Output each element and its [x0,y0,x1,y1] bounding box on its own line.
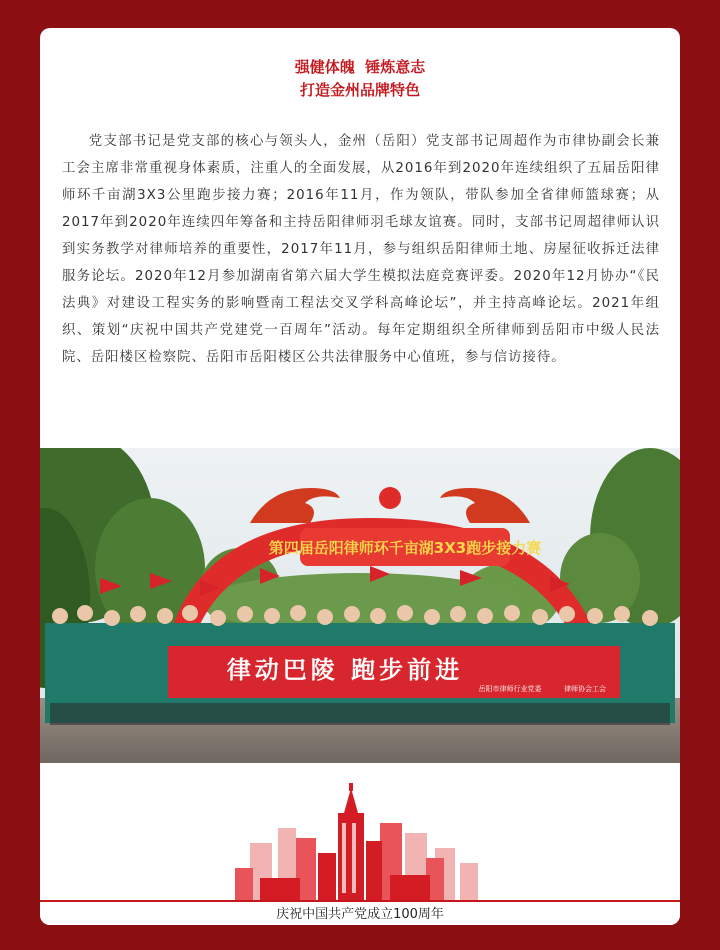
banner-org-2: 律师协会工会 [564,685,606,693]
banner-org-1: 岳阳市律师行业党委 [478,685,542,693]
title-line-1: 强健体魄 锤炼意志 [294,58,426,76]
red-banner [168,646,620,698]
article-body: 党支部书记是党支部的核心与领头人，金州（岳阳）党支部书记周超作为市律协副会长兼工会主席非常重视身体素质，注重人的全面发展，从2016年到2020年连续组织了五届岳阳律师环千亩湖3X3公里跑步接力赛；2016年11月，作为领队，带队参加全省律师篮球赛；从2017年到2020年连续四年筹备和主持岳阳律师羽毛球友谊赛。同时，支部书记周超律师认识到实务教学对律师培养的重要性，2017年11月，参与组织岳阳律师土地、房屋征收拆迁法律服务论坛。2020年12月参加湖南省第六届大学生模拟法庭竞赛评委。2020年12月协办“《民法典》对建设工程实务的影响暨南工程法交叉学科高峰论坛”，并主持高峰论坛。2021年组织、策划“庆祝中国共产党建党一百周年”活动。每年定期组织全所律师到岳阳市中级人民法院、岳阳楼区检察院、岳阳市岳阳楼区公共法律服务中心值班，参与信访接待。 [62,134,660,365]
banner-main: 律动巴陵 跑步前进 [226,655,464,684]
article-card [40,28,680,925]
city-skyline-illustration [230,783,490,901]
article-title [40,56,680,102]
title-line-2: 打造金州品牌特色 [299,81,420,99]
footer-caption: 庆祝中国共产党成立100周年 [40,900,680,925]
arch-text: 第四届岳阳律师环千亩湖3X3跑步接力赛 [268,539,542,557]
event-photo [40,448,680,763]
